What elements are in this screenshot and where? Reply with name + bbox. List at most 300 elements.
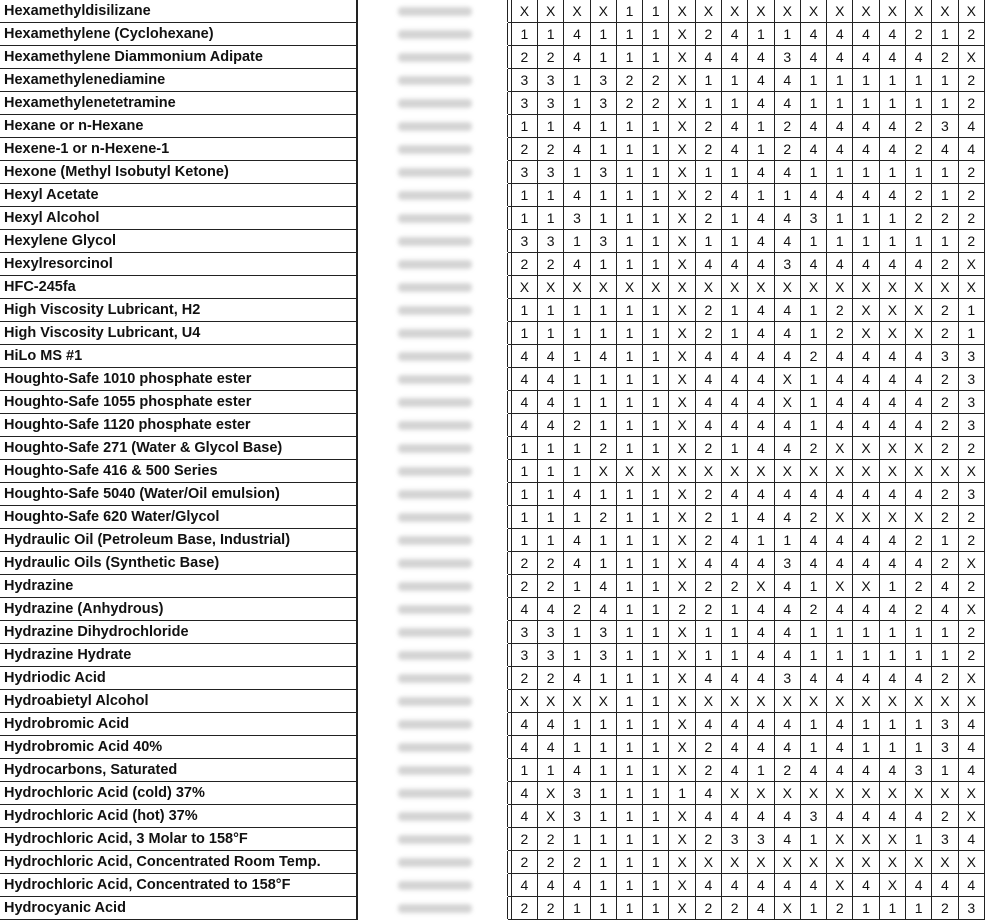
rating-cell: 1 (748, 184, 774, 207)
rating-cell: 1 (643, 322, 669, 345)
rating-cell: 2 (906, 115, 932, 138)
rating-cell: 4 (827, 138, 853, 161)
rating-cell: 1 (564, 161, 590, 184)
table-row (0, 897, 985, 920)
rating-cell: X (616, 276, 642, 299)
rating-cell: 3 (590, 644, 616, 667)
blurred-text (398, 398, 472, 407)
redacted-cas-number (357, 207, 508, 230)
rating-cell: 1 (906, 69, 932, 92)
rating-cell: 1 (616, 575, 642, 598)
rating-cell: 4 (748, 391, 774, 414)
rating-cell: 2 (695, 437, 721, 460)
rating-cell: X (879, 828, 905, 851)
rating-cell: 4 (564, 253, 590, 276)
rating-cell: 4 (538, 391, 564, 414)
table-row (0, 322, 985, 345)
rating-cell: 4 (722, 253, 748, 276)
rating-cell: 1 (643, 552, 669, 575)
rating-cell: 2 (958, 644, 984, 667)
rating-cell: 4 (800, 46, 826, 69)
rating-cell: 1 (643, 437, 669, 460)
rating-cell: 4 (590, 575, 616, 598)
rating-cell: X (669, 897, 695, 920)
rating-cell: X (669, 874, 695, 897)
rating-cell: X (590, 0, 616, 23)
rating-cell: 4 (511, 368, 537, 391)
rating-cell: 1 (643, 161, 669, 184)
rating-cell: X (511, 276, 537, 299)
rating-cell: 2 (564, 414, 590, 437)
chemical-name: Houghto-Safe 1055 phosphate ester (0, 391, 357, 414)
rating-cell: 1 (590, 552, 616, 575)
rating-cell: 1 (564, 644, 590, 667)
chemical-name: Hexamethylene (Cyclohexane) (0, 23, 357, 46)
rating-cell: 1 (879, 621, 905, 644)
rating-cell: X (669, 92, 695, 115)
rating-cell: 1 (722, 161, 748, 184)
rating-cell: 4 (722, 483, 748, 506)
rating-cell: 2 (538, 897, 564, 920)
rating-cell: 3 (958, 483, 984, 506)
rating-cell: 4 (879, 552, 905, 575)
rating-cell: 1 (906, 736, 932, 759)
rating-cell: 1 (643, 805, 669, 828)
rating-cell: X (932, 460, 958, 483)
rating-cell: 1 (538, 23, 564, 46)
table-row (0, 115, 985, 138)
redacted-cas-number (357, 391, 508, 414)
rating-cell: 4 (564, 46, 590, 69)
redacted-cas-number (357, 92, 508, 115)
rating-cell: 4 (827, 552, 853, 575)
rating-cell: 4 (827, 805, 853, 828)
rating-cell: 1 (590, 299, 616, 322)
rating-cell: 2 (511, 138, 537, 161)
rating-cell: 1 (643, 621, 669, 644)
blurred-text (398, 145, 472, 154)
rating-cell: X (853, 460, 879, 483)
rating-cell: 4 (853, 115, 879, 138)
chemical-name: Hexylresorcinol (0, 253, 357, 276)
table-row (0, 828, 985, 851)
rating-cell: 4 (564, 483, 590, 506)
table-row (0, 0, 985, 23)
blurred-text (398, 30, 472, 39)
blurred-text (398, 99, 472, 108)
rating-cell: X (722, 0, 748, 23)
rating-cell: 1 (800, 713, 826, 736)
rating-cell: 4 (748, 621, 774, 644)
rating-cell: X (669, 46, 695, 69)
rating-cell: X (827, 851, 853, 874)
rating-cell: 4 (564, 23, 590, 46)
rating-cell: X (958, 690, 984, 713)
rating-cell: 1 (906, 713, 932, 736)
rating-cell: 1 (643, 506, 669, 529)
rating-cell: 2 (695, 529, 721, 552)
rating-cell: X (958, 276, 984, 299)
rating-cell: 4 (538, 874, 564, 897)
rating-cell: 3 (511, 161, 537, 184)
rating-cell: X (748, 575, 774, 598)
rating-cell: X (538, 782, 564, 805)
rating-cell: X (748, 0, 774, 23)
rating-cell: X (774, 460, 800, 483)
chemical-name: Hydrazine Hydrate (0, 644, 357, 667)
rating-cell: 3 (958, 414, 984, 437)
blurred-text (398, 789, 472, 798)
chemical-name: Hydraulic Oils (Synthetic Base) (0, 552, 357, 575)
rating-cell: X (669, 667, 695, 690)
rating-cell: X (800, 782, 826, 805)
rating-cell: 3 (800, 805, 826, 828)
rating-cell: 1 (511, 299, 537, 322)
rating-cell: 1 (906, 621, 932, 644)
rating-cell: 4 (774, 230, 800, 253)
rating-cell: 3 (958, 391, 984, 414)
redacted-cas-number (357, 690, 508, 713)
rating-cell: 2 (932, 897, 958, 920)
rating-cell: 1 (511, 506, 537, 529)
table-row (0, 69, 985, 92)
rating-cell: X (879, 299, 905, 322)
rating-cell: 1 (511, 460, 537, 483)
rating-cell: 4 (774, 736, 800, 759)
rating-cell: 1 (879, 230, 905, 253)
rating-cell: 1 (932, 529, 958, 552)
table-row (0, 253, 985, 276)
rating-cell: 3 (932, 713, 958, 736)
rating-cell: 1 (827, 92, 853, 115)
rating-cell: 1 (932, 644, 958, 667)
rating-cell: 2 (695, 897, 721, 920)
rating-cell: 4 (958, 115, 984, 138)
rating-cell: X (932, 782, 958, 805)
rating-cell: 1 (932, 161, 958, 184)
rating-cell: 1 (853, 230, 879, 253)
rating-cell: 1 (695, 644, 721, 667)
rating-cell: 3 (590, 92, 616, 115)
rating-cell: X (643, 276, 669, 299)
rating-cell: 1 (827, 207, 853, 230)
rating-cell: X (748, 851, 774, 874)
rating-cell: 4 (958, 713, 984, 736)
rating-cell: X (669, 713, 695, 736)
rating-cell: X (958, 782, 984, 805)
rating-cell: X (669, 184, 695, 207)
rating-cell: 4 (748, 506, 774, 529)
rating-cell: 1 (827, 69, 853, 92)
rating-cell: 1 (564, 345, 590, 368)
rating-cell: 4 (906, 667, 932, 690)
rating-cell: 3 (590, 161, 616, 184)
rating-cell: 4 (748, 299, 774, 322)
rating-cell: 4 (774, 713, 800, 736)
blurred-text (398, 904, 472, 913)
rating-cell: 4 (722, 414, 748, 437)
rating-cell: 1 (879, 644, 905, 667)
rating-cell: 1 (932, 230, 958, 253)
rating-cell: 4 (564, 138, 590, 161)
blurred-text (398, 191, 472, 200)
rating-cell: X (879, 506, 905, 529)
rating-cell: 2 (906, 138, 932, 161)
rating-cell: 1 (906, 92, 932, 115)
rating-cell: 4 (774, 575, 800, 598)
rating-cell: X (853, 506, 879, 529)
rating-cell: X (774, 391, 800, 414)
rating-cell: 1 (511, 529, 537, 552)
rating-cell: 4 (853, 368, 879, 391)
table-row (0, 782, 985, 805)
rating-cell: 3 (564, 782, 590, 805)
rating-cell: 1 (511, 483, 537, 506)
rating-cell: 1 (511, 759, 537, 782)
rating-cell: 4 (827, 345, 853, 368)
rating-cell: 3 (774, 667, 800, 690)
table-row (0, 345, 985, 368)
rating-cell: 1 (722, 621, 748, 644)
rating-cell: 2 (511, 575, 537, 598)
rating-cell: 2 (932, 667, 958, 690)
rating-cell: 1 (932, 69, 958, 92)
rating-cell: 4 (722, 368, 748, 391)
blurred-text (398, 720, 472, 729)
rating-cell: 4 (564, 552, 590, 575)
table-row (0, 874, 985, 897)
chemical-name: Hydrazine Dihydrochloride (0, 621, 357, 644)
rating-cell: 1 (853, 92, 879, 115)
chemical-name: Hydroabietyl Alcohol (0, 690, 357, 713)
rating-cell: X (958, 0, 984, 23)
rating-cell: 1 (800, 391, 826, 414)
rating-cell: 4 (695, 713, 721, 736)
redacted-cas-number (357, 138, 508, 161)
rating-cell: X (669, 644, 695, 667)
rating-cell: X (669, 437, 695, 460)
rating-cell: 1 (538, 115, 564, 138)
rating-cell: 2 (538, 575, 564, 598)
rating-cell: 2 (958, 161, 984, 184)
rating-cell: X (590, 460, 616, 483)
rating-cell: 1 (616, 529, 642, 552)
rating-cell: 2 (906, 23, 932, 46)
rating-cell: 4 (800, 529, 826, 552)
rating-cell: 4 (800, 483, 826, 506)
rating-cell: 4 (879, 483, 905, 506)
rating-cell: 2 (958, 69, 984, 92)
rating-cell: 4 (774, 644, 800, 667)
rating-cell: 1 (616, 828, 642, 851)
rating-cell: 4 (906, 46, 932, 69)
table-row (0, 483, 985, 506)
blurred-text (398, 513, 472, 522)
rating-cell: 1 (616, 299, 642, 322)
rating-cell: 4 (932, 874, 958, 897)
rating-cell: X (958, 805, 984, 828)
rating-cell: 1 (800, 736, 826, 759)
blurred-text (398, 536, 472, 545)
rating-cell: 4 (538, 713, 564, 736)
rating-cell: 1 (564, 391, 590, 414)
rating-cell: 4 (800, 23, 826, 46)
redacted-cas-number (357, 644, 508, 667)
rating-cell: 1 (722, 299, 748, 322)
rating-cell: 1 (932, 759, 958, 782)
rating-cell: 4 (853, 46, 879, 69)
rating-cell: 2 (511, 851, 537, 874)
rating-cell: 2 (590, 437, 616, 460)
rating-cell: 3 (774, 253, 800, 276)
blurred-text (398, 375, 472, 384)
redacted-cas-number (357, 414, 508, 437)
chemical-name: Hydrochloric Acid, Concentrated to 158°F (0, 874, 357, 897)
rating-cell: 2 (906, 207, 932, 230)
chemical-name: Hydrocarbons, Saturated (0, 759, 357, 782)
rating-cell: X (958, 667, 984, 690)
rating-cell: 4 (853, 759, 879, 782)
rating-cell: X (748, 460, 774, 483)
rating-cell: 4 (879, 759, 905, 782)
rating-cell: 4 (748, 414, 774, 437)
rating-cell: 4 (879, 23, 905, 46)
rating-cell: 1 (958, 322, 984, 345)
rating-cell: 1 (643, 230, 669, 253)
rating-cell: 2 (511, 828, 537, 851)
rating-cell: 3 (511, 69, 537, 92)
rating-cell: 2 (906, 184, 932, 207)
rating-cell: 1 (643, 897, 669, 920)
rating-cell: X (827, 690, 853, 713)
rating-cell: 4 (590, 345, 616, 368)
rating-cell: 1 (616, 368, 642, 391)
rating-cell: 1 (722, 92, 748, 115)
rating-cell: 3 (590, 69, 616, 92)
chemical-name: Hydrocyanic Acid (0, 897, 357, 920)
rating-cell: 2 (695, 184, 721, 207)
rating-cell: 1 (643, 345, 669, 368)
rating-cell: X (722, 460, 748, 483)
rating-cell: 1 (853, 644, 879, 667)
rating-cell: 1 (590, 253, 616, 276)
blurred-text (398, 214, 472, 223)
chemical-name: Hydrochloric Acid, 3 Molar to 158°F (0, 828, 357, 851)
rating-cell: 3 (538, 69, 564, 92)
rating-cell: 4 (800, 667, 826, 690)
chemical-name: Houghto-Safe 271 (Water & Glycol Base) (0, 437, 357, 460)
table-row (0, 276, 985, 299)
rating-cell: 1 (932, 184, 958, 207)
rating-cell: 1 (616, 713, 642, 736)
table-row (0, 552, 985, 575)
rating-cell: X (827, 0, 853, 23)
rating-cell: X (669, 345, 695, 368)
chemical-name: Houghto-Safe 416 & 500 Series (0, 460, 357, 483)
rating-cell: X (669, 115, 695, 138)
chemical-name: High Viscosity Lubricant, U4 (0, 322, 357, 345)
rating-cell: 4 (932, 575, 958, 598)
rating-cell: 1 (906, 161, 932, 184)
rating-cell: 2 (800, 598, 826, 621)
rating-cell: 4 (511, 598, 537, 621)
rating-cell: 4 (722, 759, 748, 782)
chemical-name: Hydrochloric Acid (cold) 37% (0, 782, 357, 805)
rating-cell: 1 (538, 529, 564, 552)
rating-cell: X (800, 276, 826, 299)
rating-cell: X (669, 276, 695, 299)
rating-cell: X (853, 851, 879, 874)
rating-cell: 4 (879, 414, 905, 437)
rating-cell: X (774, 690, 800, 713)
rating-cell: 1 (643, 736, 669, 759)
rating-cell: 4 (853, 483, 879, 506)
rating-cell: X (800, 0, 826, 23)
rating-cell: 4 (827, 667, 853, 690)
rating-cell: 1 (616, 322, 642, 345)
chemical-name: Hydrochloric Acid, Concentrated Room Temp. (0, 851, 357, 874)
rating-cell: X (906, 506, 932, 529)
rating-cell: 1 (643, 759, 669, 782)
redacted-cas-number (357, 851, 508, 874)
rating-cell: 3 (774, 46, 800, 69)
rating-cell: 1 (932, 92, 958, 115)
rating-cell: 4 (827, 598, 853, 621)
rating-cell: X (906, 322, 932, 345)
redacted-cas-number (357, 345, 508, 368)
rating-cell: 2 (511, 552, 537, 575)
rating-cell: 3 (932, 345, 958, 368)
rating-cell: 2 (511, 253, 537, 276)
table-row (0, 299, 985, 322)
rating-cell: 4 (879, 529, 905, 552)
rating-cell: 1 (800, 230, 826, 253)
redacted-cas-number (357, 115, 508, 138)
rating-cell: 3 (590, 621, 616, 644)
rating-cell: 2 (538, 851, 564, 874)
rating-cell: 1 (564, 575, 590, 598)
rating-cell: 1 (879, 161, 905, 184)
rating-cell: 1 (906, 644, 932, 667)
rating-cell: 2 (800, 506, 826, 529)
rating-cell: 4 (774, 437, 800, 460)
rating-cell: 3 (958, 368, 984, 391)
rating-cell: 1 (800, 621, 826, 644)
chemical-name: Hydrobromic Acid (0, 713, 357, 736)
rating-cell: 1 (590, 23, 616, 46)
rating-cell: 1 (590, 828, 616, 851)
table-row (0, 690, 985, 713)
rating-cell: 1 (564, 736, 590, 759)
rating-cell: 1 (906, 230, 932, 253)
rating-cell: 4 (695, 874, 721, 897)
rating-cell: 3 (538, 644, 564, 667)
table-row (0, 46, 985, 69)
rating-cell: X (748, 276, 774, 299)
rating-cell: 1 (538, 483, 564, 506)
rating-cell: 4 (827, 368, 853, 391)
rating-cell: 4 (511, 713, 537, 736)
rating-cell: 2 (538, 253, 564, 276)
rating-cell: X (827, 575, 853, 598)
redacted-cas-number (357, 782, 508, 805)
rating-cell: 2 (958, 529, 984, 552)
rating-cell: 1 (616, 23, 642, 46)
table-row (0, 598, 985, 621)
rating-cell: 2 (958, 621, 984, 644)
rating-cell: 1 (538, 437, 564, 460)
blurred-text (398, 7, 472, 16)
